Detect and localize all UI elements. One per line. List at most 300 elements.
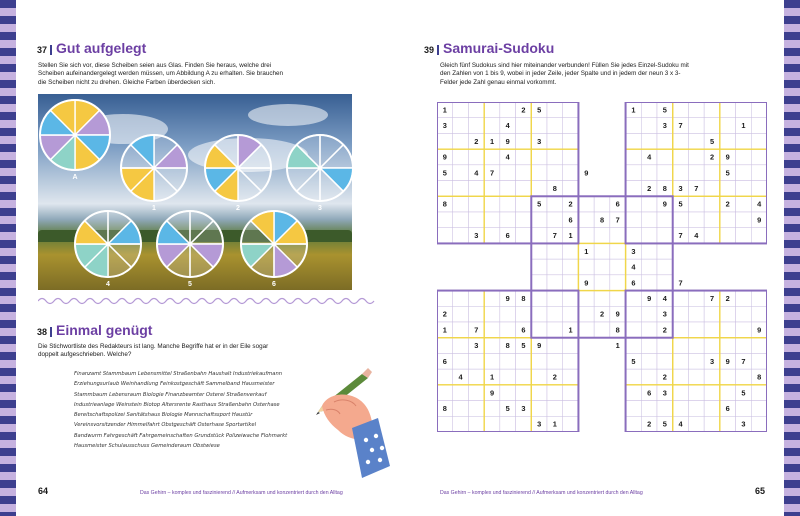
sudoku-cell [673, 165, 689, 181]
sudoku-cell [500, 416, 516, 432]
sudoku-cell [547, 353, 563, 369]
sudoku-cell [484, 149, 500, 165]
sudoku-cell [453, 353, 469, 369]
sudoku-cell [578, 322, 594, 338]
sudoku-cell [673, 149, 689, 165]
sudoku-given-digit: 9 [584, 278, 589, 288]
left-edge-stripes [0, 0, 16, 516]
sudoku-cell [704, 196, 720, 212]
sudoku-cell [547, 338, 563, 354]
sudoku-cell [453, 291, 469, 307]
sudoku-cell [531, 401, 547, 417]
sudoku-given-digit: 2 [552, 372, 557, 382]
sudoku-cell [688, 212, 704, 228]
sudoku-cell [720, 228, 736, 244]
sudoku-cell [531, 212, 547, 228]
sudoku-cell [468, 181, 484, 197]
disc [75, 211, 141, 288]
sudoku-cell [453, 196, 469, 212]
sudoku-given-digit: 9 [615, 309, 620, 319]
sudoku-cell [657, 259, 673, 275]
keyword-list [74, 369, 344, 451]
sudoku-given-digit: 1 [584, 246, 589, 256]
sudoku-cell [500, 102, 516, 118]
sudoku-cell [563, 401, 579, 417]
sudoku-cell [563, 165, 579, 181]
sudoku-cell [610, 291, 626, 307]
sudoku-cell [626, 181, 642, 197]
sudoku-cell [736, 306, 752, 322]
sudoku-cell [453, 306, 469, 322]
sudoku-cell [500, 165, 516, 181]
sudoku-cell [736, 322, 752, 338]
sudoku-given-digit: 4 [694, 231, 699, 241]
sudoku-cell [484, 416, 500, 432]
sudoku-cell [437, 181, 453, 197]
sudoku-given-digit: 5 [631, 356, 636, 366]
sudoku-cell [657, 228, 673, 244]
sudoku-cell [531, 243, 547, 259]
sudoku-cell [516, 369, 532, 385]
sudoku-cell [484, 212, 500, 228]
sudoku-given-digit: 4 [458, 372, 463, 382]
sudoku-cell [720, 118, 736, 134]
sudoku-cell [688, 133, 704, 149]
sudoku-cell [720, 338, 736, 354]
sudoku-cell [626, 385, 642, 401]
section-37-number: 37 [37, 45, 52, 55]
sudoku-cell [720, 385, 736, 401]
sudoku-cell [437, 212, 453, 228]
sudoku-cell [453, 181, 469, 197]
sudoku-given-digit: 1 [568, 231, 573, 241]
sudoku-given-digit: 3 [631, 246, 636, 256]
sudoku-cell [657, 338, 673, 354]
sudoku-given-digit: 4 [647, 152, 652, 162]
wavy-divider [38, 296, 378, 306]
sudoku-cell [563, 416, 579, 432]
sudoku-given-digit: 1 [615, 341, 620, 351]
sudoku-cell [626, 322, 642, 338]
sudoku-cell [594, 275, 610, 291]
section-38-title: Einmal genügt [56, 322, 153, 338]
sudoku-given-digit: 6 [442, 356, 447, 366]
sudoku-cell [468, 385, 484, 401]
sudoku-given-digit: 9 [725, 356, 730, 366]
disc [121, 135, 187, 212]
sudoku-cell [516, 212, 532, 228]
sudoku-given-digit: 1 [568, 325, 573, 335]
sudoku-cell [673, 338, 689, 354]
page-number-right: 65 [755, 486, 766, 496]
sudoku-given-digit: 2 [442, 309, 447, 319]
sudoku-cell [563, 259, 579, 275]
sudoku-cell [516, 228, 532, 244]
sudoku-cell [468, 118, 484, 134]
sudoku-cell [563, 306, 579, 322]
sudoku-cell [673, 306, 689, 322]
sudoku-cell [704, 165, 720, 181]
sudoku-cell [437, 385, 453, 401]
sudoku-cell [531, 291, 547, 307]
sudoku-cell [704, 322, 720, 338]
keyword-line: Bandwurm Fahrgeschäft Fahrgemeinschaften Grundstück Polizeiwache Flohmarkt [74, 432, 288, 439]
sudoku-given-digit: 2 [662, 372, 667, 382]
sudoku-cell [704, 338, 720, 354]
sudoku-given-digit: 5 [537, 199, 542, 209]
sudoku-cell [547, 275, 563, 291]
sudoku-cell [626, 401, 642, 417]
sudoku-cell [453, 102, 469, 118]
sudoku-cell [563, 243, 579, 259]
sudoku-cell [516, 196, 532, 212]
sudoku-given-digit: 5 [741, 388, 746, 398]
sudoku-given-digit: 3 [537, 136, 542, 146]
sudoku-cell [641, 306, 657, 322]
sudoku-cell [484, 181, 500, 197]
sudoku-given-digit: 6 [631, 278, 636, 288]
sudoku-cell [626, 306, 642, 322]
sudoku-cell [673, 401, 689, 417]
sudoku-cell [626, 196, 642, 212]
sudoku-cell [516, 416, 532, 432]
sudoku-cell [704, 102, 720, 118]
section-39-heading [424, 40, 554, 56]
sudoku-given-digit: 6 [521, 325, 526, 335]
sudoku-cell [468, 416, 484, 432]
sudoku-cell [626, 118, 642, 134]
sudoku-cell [500, 353, 516, 369]
sudoku-cell [751, 228, 767, 244]
sudoku-given-digit: 8 [662, 184, 667, 194]
sudoku-cell [641, 165, 657, 181]
keyword-line: Industrieanlage Weinstein Biotop Altersrente Rasthaus Straßenbahn Osterhase [74, 401, 280, 408]
sudoku-cell [547, 322, 563, 338]
disc-label: 6 [272, 281, 276, 288]
sudoku-cell [437, 338, 453, 354]
sudoku-cell [500, 196, 516, 212]
sudoku-cell [547, 306, 563, 322]
discs-svg [38, 94, 352, 290]
sudoku-cell [531, 369, 547, 385]
sudoku-given-digit: 3 [662, 121, 667, 131]
sudoku-given-digit: 5 [521, 341, 526, 351]
sudoku-given-digit: 4 [757, 199, 762, 209]
sudoku-given-digit: 5 [537, 105, 542, 115]
sudoku-cell [594, 243, 610, 259]
sudoku-given-digit: 3 [474, 341, 479, 351]
sudoku-cell [563, 338, 579, 354]
sudoku-cell [563, 102, 579, 118]
sudoku-cell [673, 385, 689, 401]
sudoku-cell [610, 228, 626, 244]
section-37-instructions: Stellen Sie sich vor, diese Scheiben seien aus Glas. Finden Sie heraus, welche drei Scheiben aufeinandergelegt werden müssen, um Abbildung A zu erhalten. Sie brauchen die Scheiben nicht zu drehen. Gleiche Farben überdecken sich. [38, 62, 284, 86]
sudoku-cell [704, 416, 720, 432]
sudoku-given-digit: 9 [725, 152, 730, 162]
sudoku-cell [657, 133, 673, 149]
sudoku-cell [563, 181, 579, 197]
sudoku-cell [657, 353, 673, 369]
section-38-number: 38 [37, 327, 52, 337]
sudoku-cell [688, 322, 704, 338]
sudoku-cell [468, 306, 484, 322]
sudoku-given-digit: 2 [709, 152, 715, 162]
sudoku-cell [563, 149, 579, 165]
sudoku-given-digit: 7 [615, 215, 620, 225]
sudoku-cell [641, 353, 657, 369]
sudoku-given-digit: 1 [442, 325, 447, 335]
sudoku-cell [563, 133, 579, 149]
sudoku-cell [641, 259, 657, 275]
keyword-line: Vereinsvorsitzender Himmelfahrt Obstgeschäft Osterhase Sportartikel [74, 422, 257, 429]
disc-label: A [72, 174, 78, 181]
sudoku-given-digit: 8 [505, 341, 510, 351]
sudoku-given-digit: 7 [678, 231, 683, 241]
sudoku-given-digit: 3 [662, 388, 667, 398]
sudoku-given-digit: 4 [631, 262, 636, 272]
sudoku-cell [437, 133, 453, 149]
sudoku-cell [594, 196, 610, 212]
sudoku-cell [751, 416, 767, 432]
sudoku-given-digit: 2 [474, 136, 479, 146]
sudoku-given-digit: 4 [662, 294, 667, 304]
sudoku-cell [751, 149, 767, 165]
sudoku-given-digit: 4 [505, 121, 510, 131]
sudoku-cell [641, 275, 657, 291]
sudoku-cell [657, 243, 673, 259]
disc-label: 5 [188, 281, 192, 288]
sudoku-cell [704, 385, 720, 401]
right-edge-stripes [784, 0, 800, 516]
sudoku-cell [453, 416, 469, 432]
right-page [400, 0, 784, 516]
sudoku-cell [500, 369, 516, 385]
sudoku-cell [751, 401, 767, 417]
sudoku-cell [531, 118, 547, 134]
sudoku-cell [547, 133, 563, 149]
sudoku-cell [578, 291, 594, 307]
sudoku-cell [736, 165, 752, 181]
hand-with-pencil-illustration [312, 366, 390, 478]
sudoku-cell [673, 102, 689, 118]
sudoku-cell [641, 133, 657, 149]
sudoku-given-digit: 7 [474, 325, 479, 335]
sudoku-cell [751, 353, 767, 369]
sudoku-cell [484, 118, 500, 134]
sudoku-cell [500, 212, 516, 228]
sudoku-cell [563, 369, 579, 385]
sudoku-cell [563, 291, 579, 307]
sudoku-cell [594, 259, 610, 275]
sudoku-cell [704, 401, 720, 417]
sudoku-cell [531, 306, 547, 322]
disc [241, 211, 307, 288]
sudoku-given-digit: 1 [631, 105, 636, 115]
sudoku-cell [453, 118, 469, 134]
sudoku-given-digit: 2 [599, 309, 605, 319]
sudoku-given-digit: 4 [678, 419, 683, 429]
sudoku-cell [720, 369, 736, 385]
sudoku-cell [516, 118, 532, 134]
section-38-instructions: Die Stichwortliste des Redakteurs ist lang. Manche Begriffe hat er in der Eile sogar doppelt aufgeschrieben. Welche? [38, 343, 269, 359]
sudoku-given-digit: 3 [741, 419, 746, 429]
sudoku-cell [704, 228, 720, 244]
sudoku-cell [673, 291, 689, 307]
sudoku-cell [437, 416, 453, 432]
sudoku-cell [751, 165, 767, 181]
sudoku-given-digit: 9 [505, 136, 510, 146]
sudoku-cell [531, 353, 547, 369]
sudoku-cell [484, 291, 500, 307]
sudoku-given-digit: 6 [615, 199, 620, 209]
sudoku-cell [516, 353, 532, 369]
sudoku-given-digit: 5 [662, 105, 667, 115]
sudoku-cell [626, 338, 642, 354]
sudoku-cell [704, 212, 720, 228]
sudoku-cell [736, 212, 752, 228]
sudoku-given-digit: 9 [757, 215, 762, 225]
footer-right: Das Gehirn – komplex und faszinierend // Aufmerksam und konzentriert durch den Alltag [440, 490, 643, 496]
sudoku-cell [751, 102, 767, 118]
sudoku-given-digit: 3 [709, 356, 715, 366]
sudoku-cell [578, 212, 594, 228]
sudoku-given-digit: 2 [662, 325, 667, 335]
sudoku-cell [578, 196, 594, 212]
sudoku-cell [626, 416, 642, 432]
sudoku-cell [673, 369, 689, 385]
sudoku-given-digit: 7 [709, 294, 715, 304]
sudoku-given-digit: 3 [474, 231, 479, 241]
sudoku-given-digit: 2 [521, 105, 526, 115]
sudoku-cell [563, 118, 579, 134]
sudoku-cell [720, 181, 736, 197]
sudoku-given-digit: 5 [709, 136, 715, 146]
sudoku-cell [673, 322, 689, 338]
sudoku-cell [468, 291, 484, 307]
sudoku-cell [641, 228, 657, 244]
sudoku-cell [610, 243, 626, 259]
sudoku-cell [673, 133, 689, 149]
sudoku-cell [468, 149, 484, 165]
sudoku-cell [736, 369, 752, 385]
sudoku-cell [531, 275, 547, 291]
sudoku-cell [453, 322, 469, 338]
sudoku-cell [688, 369, 704, 385]
sudoku-cell [704, 181, 720, 197]
sudoku-cell [641, 196, 657, 212]
sudoku-given-digit: 9 [505, 294, 510, 304]
sudoku-cell [688, 338, 704, 354]
sudoku-cell [531, 228, 547, 244]
sudoku-cell [531, 385, 547, 401]
sudoku-cell [563, 275, 579, 291]
sudoku-cell [688, 385, 704, 401]
sudoku-cell [688, 291, 704, 307]
sudoku-given-digit: 9 [757, 325, 762, 335]
section-39-instructions: Gleich fünf Sudokus sind hier miteinander verbunden! Füllen Sie jedes Einzel-Sudoku mit den Zahlen von 1 bis 9, wobei in jeder Zeile, jeder Spalte und in jedem der neun 3 x 3-Felder jede Zahl genau einmal vorkommt. [440, 62, 689, 86]
sudoku-cell [641, 338, 657, 354]
sudoku-cell [720, 322, 736, 338]
sudoku-given-digit: 9 [489, 388, 495, 398]
sudoku-cell [657, 165, 673, 181]
keyword-line: Bereitschaftspolizei Sanitätshaus Biologie Mannschaftssport Haustür [74, 412, 253, 419]
disc-label: 3 [318, 205, 322, 212]
sudoku-given-digit: 2 [725, 199, 730, 209]
sudoku-cell [736, 149, 752, 165]
sudoku-cell [531, 149, 547, 165]
disc [157, 211, 223, 288]
sudoku-cell [736, 102, 752, 118]
sudoku-cell [657, 275, 673, 291]
section-39-title: Samurai-Sudoku [443, 40, 555, 56]
sudoku-cell [453, 401, 469, 417]
sudoku-cell [641, 118, 657, 134]
sudoku-given-digit: 3 [678, 184, 683, 194]
keyword-line: Hausmeister Schulausschuss Gemeinderaum Obstwiese [74, 443, 220, 450]
sudoku-given-digit: 3 [442, 121, 447, 131]
sudoku-given-digit: 9 [442, 152, 447, 162]
sudoku-given-digit: 9 [662, 199, 667, 209]
sudoku-cell [673, 212, 689, 228]
sudoku-cell [736, 291, 752, 307]
sudoku-cell [500, 306, 516, 322]
sudoku-given-digit: 2 [725, 294, 730, 304]
disc-label: 4 [106, 281, 110, 288]
disc-label: 1 [152, 205, 156, 212]
sudoku-cell [704, 369, 720, 385]
sudoku-cell [547, 165, 563, 181]
sudoku-cell [626, 228, 642, 244]
sudoku-cell [641, 102, 657, 118]
sudoku-cell [736, 181, 752, 197]
sudoku-cell [736, 338, 752, 354]
sudoku-given-digit: 7 [694, 184, 699, 194]
sudoku-cell [547, 385, 563, 401]
sudoku-cell [547, 212, 563, 228]
sudoku-cell [500, 385, 516, 401]
sudoku-cell [484, 353, 500, 369]
sudoku-cell [704, 118, 720, 134]
sudoku-given-digit: 9 [584, 168, 589, 178]
section-38-heading [37, 322, 152, 338]
sudoku-cell [736, 133, 752, 149]
sudoku-given-digit: 5 [662, 419, 667, 429]
sudoku-given-digit: 6 [725, 404, 730, 414]
sudoku-cell [736, 401, 752, 417]
sudoku-cell [720, 212, 736, 228]
sudoku-cell [468, 212, 484, 228]
sudoku-cell [751, 181, 767, 197]
sudoku-given-digit: 1 [489, 136, 495, 146]
keyword-line: Finanzamt Stammbaum Lebensmittel Straßenbahn Haushalt Industriekaufmann [74, 371, 283, 377]
sudoku-cell [468, 102, 484, 118]
sudoku-given-digit: 8 [442, 199, 447, 209]
sudoku-given-digit: 9 [537, 341, 542, 351]
sudoku-cell [594, 291, 610, 307]
sudoku-cell [453, 165, 469, 181]
sudoku-cell [453, 338, 469, 354]
sudoku-cell [500, 181, 516, 197]
sudoku-cell [547, 259, 563, 275]
sudoku-given-digit: 7 [678, 121, 683, 131]
sudoku-cell [594, 322, 610, 338]
sudoku-given-digit: 7 [489, 168, 495, 178]
sudoku-cell [531, 259, 547, 275]
sudoku-cell [453, 212, 469, 228]
sudoku-cell [578, 306, 594, 322]
sudoku-cell [736, 196, 752, 212]
sudoku-cell [688, 165, 704, 181]
